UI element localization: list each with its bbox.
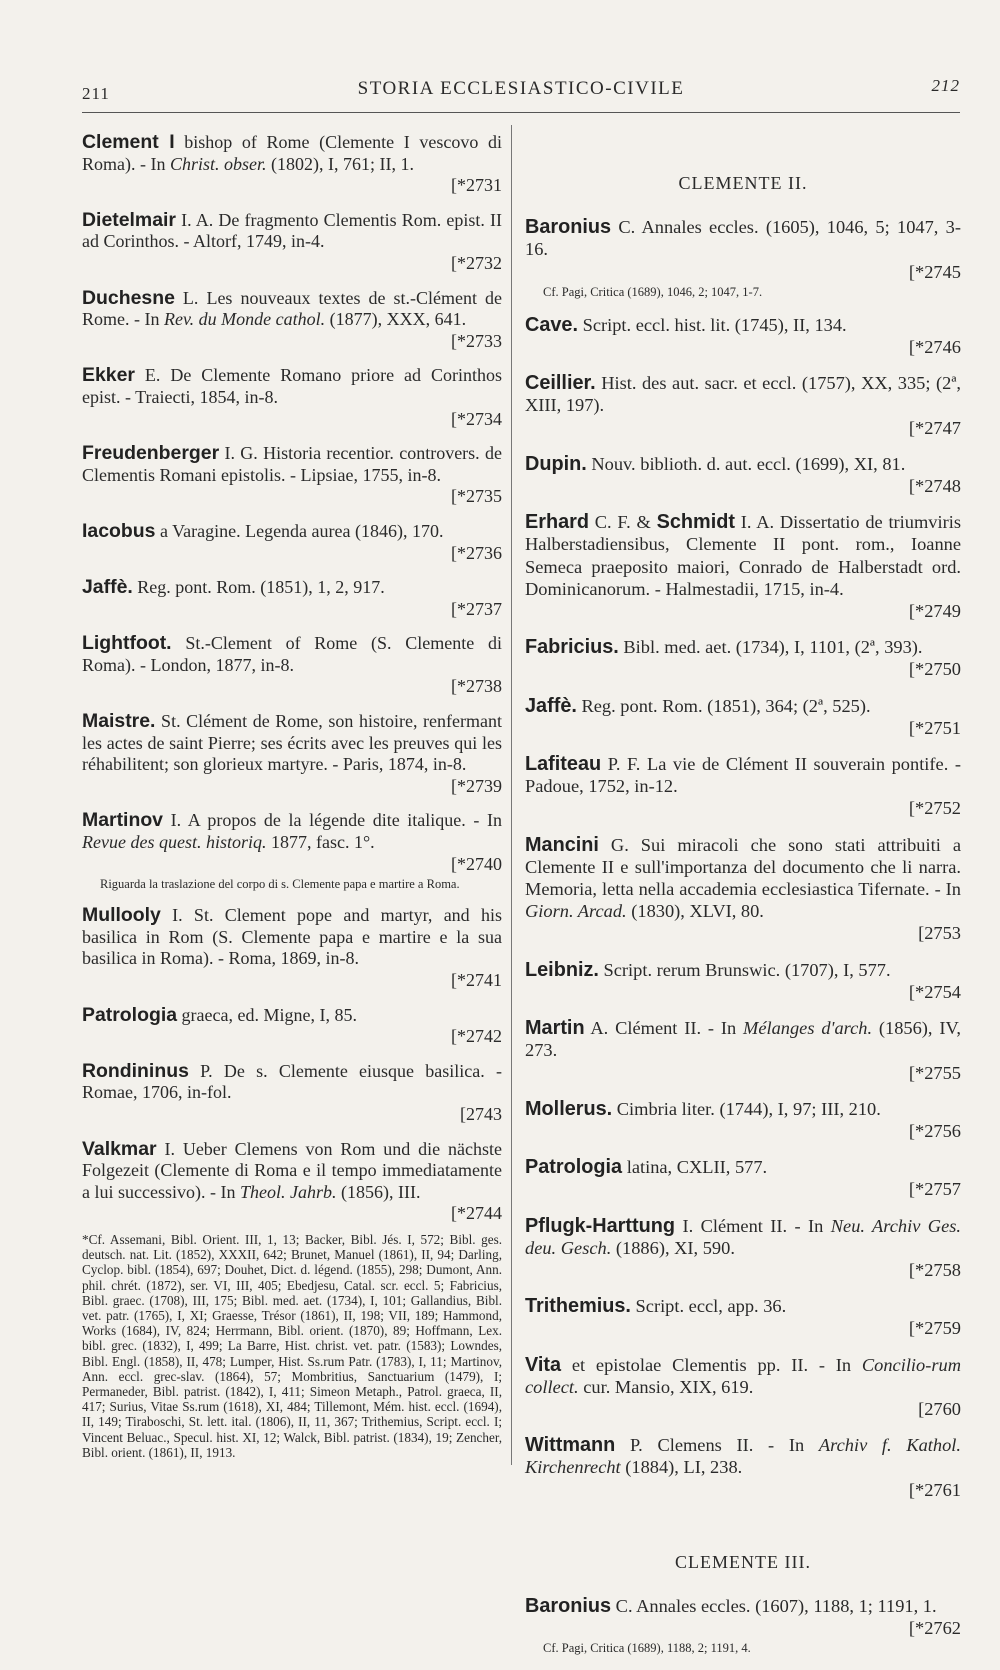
entry-number: [*2732 <box>451 252 502 273</box>
entry-text: I. G. Historia recentior. controvers. de Clementis Romani epistolis. - Lipsiae, 1755, in-8. <box>82 443 502 485</box>
entry-text: et epistolae Clementis pp. II. - In <box>561 1354 862 1375</box>
bibliography-entry <box>525 959 961 1003</box>
author-name: Lafiteau <box>525 753 602 776</box>
entry-text: (1886), XI, 590. <box>611 1237 735 1258</box>
entry-text: a Varagine. Legenda aurea (1846), 170. <box>155 520 444 541</box>
entry-text: (1830), XLVI, 80. <box>626 901 764 922</box>
author-name: Lightfoot. <box>82 632 172 655</box>
entry-text: I. Ueber Clemens von Rom und die nächste Folgezeit (Clemente di Roma e il tempo immediatamente a lui successivo). - In <box>82 1138 502 1202</box>
entry-number: [*2742 <box>451 1026 502 1047</box>
publication-title: Giorn. Arcad. <box>525 901 627 922</box>
author-name: Fabricius. <box>525 636 619 659</box>
entry-text: E. De Clemente Romano priore ad Corinthos epist. - Traiecti, 1854, in-8. <box>82 365 502 407</box>
bibliography-entry <box>525 1215 961 1282</box>
entry-number: [*2744 <box>451 1203 502 1224</box>
entry-note: Cf. Pagi, Critica (1689), 1188, 2; 1191, 4. <box>543 1641 751 1656</box>
bibliography-entry <box>82 905 502 991</box>
entry-text: (1802), I, 761; II, 1. <box>266 153 414 174</box>
entry-text: Cimbria liter. (1744), I, 97; III, 210. <box>612 1098 881 1119</box>
entry-number: [*2756 <box>908 1120 961 1141</box>
author-name: Ekker <box>82 364 135 387</box>
author-name: Martinov <box>82 809 163 832</box>
entry-number: [*2750 <box>908 659 961 680</box>
entry-text: I. Clément II. - In <box>675 1215 831 1236</box>
bibliography-entry <box>82 210 502 275</box>
entry-text: Script. eccl, app. 36. <box>630 1296 787 1317</box>
publication-title: Christ. obser. <box>169 153 267 174</box>
publication-title: Concilio-rum collect. <box>525 1354 961 1397</box>
entry-text: I. A. Dissertatio de triumviris Halberstadiensibus, Clemente II pont. rom., Ioanne Semeca praeposito maiori, Conrado de Halberstadt ord. Dominicanorum. - Halmestadii, 1715, in-4. <box>525 512 961 599</box>
entry-number: [*2739 <box>451 775 502 796</box>
bibliography-entry <box>525 1354 961 1421</box>
entry-text: (1877), XXX, 641. <box>325 309 467 330</box>
entry-text: bishop of Rome (Clemente I vescovo di Roma). - In <box>82 132 502 174</box>
entry-text: Bibl. med. aet. (1734), I, 1101, (2ª, 393). <box>618 637 923 658</box>
author-name: Vita <box>525 1353 562 1376</box>
bibliography-entry <box>525 511 961 622</box>
entry-text: C. F. & <box>589 512 657 533</box>
column-divider <box>511 125 512 1465</box>
entry-text: P. F. La vie de Clément II souverain pontife. - Padoue, 1752, in-12. <box>525 754 961 797</box>
bibliography-entry <box>525 1434 961 1501</box>
author-name: Trithemius. <box>525 1295 631 1318</box>
entry-text: Reg. pont. Rom. (1851), 364; (2ª, 525). <box>576 695 871 716</box>
author-name: Schmidt <box>656 511 735 534</box>
running-title: STORIA ECCLESIASTICO-CIVILE <box>357 78 685 99</box>
entry-number: [*2736 <box>451 542 502 563</box>
entry-number: [*2738 <box>451 676 502 697</box>
entry-number: [*2733 <box>451 330 502 351</box>
bibliography-entry <box>525 1295 961 1339</box>
entry-number: [2743 <box>460 1103 502 1124</box>
entry-number: [*2752 <box>908 798 961 819</box>
bibliography-entry <box>525 753 961 820</box>
entry-text: Script. rerum Brunswic. (1707), I, 577. <box>598 959 891 980</box>
section-title-clemente-iii: CLEMENTE III. <box>675 1551 811 1572</box>
entry-number: [*2748 <box>908 476 961 497</box>
entry-number: [*2761 <box>908 1479 961 1500</box>
bibliography-entry <box>525 453 961 497</box>
bibliography-entry <box>525 216 961 300</box>
left-column <box>82 132 502 1460</box>
author-name: Leibniz. <box>525 958 599 981</box>
publication-title: Neu. Archiv Ges. deu. Gesch. <box>525 1215 961 1258</box>
entry-number: [*2751 <box>908 717 961 738</box>
bibliography-entry <box>525 695 961 739</box>
entry-text: (1856), IV, 273. <box>525 1018 961 1061</box>
author-name: Freudenberger <box>82 442 220 465</box>
bibliography-entry <box>82 711 502 797</box>
entry-text: 1877, fasc. 1°. <box>266 832 375 853</box>
bibliography-entry <box>82 1061 502 1126</box>
author-name: Iacobus <box>82 519 156 542</box>
publication-title: Archiv f. Kathol. Kirchenrecht <box>525 1435 961 1478</box>
entry-text: G. Sui miracoli che sono stati attribuiti a Clemente II e sull'importanza del documento che li narra. Memoria, letta nella accademia ecclesiastica Tifernate. - In <box>525 834 961 900</box>
author-name: Dupin. <box>525 452 587 475</box>
author-name: Wittmann <box>525 1434 616 1457</box>
entry-number: [*2747 <box>908 417 961 438</box>
bibliography-entry <box>525 1098 961 1142</box>
bibliography-entry <box>82 633 502 698</box>
entry-text: Reg. pont. Rom. (1851), 1, 2, 917. <box>132 577 385 598</box>
entry-note: Riguarda la traslazione del corpo di s. Clemente papa e martire a Roma. <box>100 877 460 892</box>
bibliography-entry <box>525 1017 961 1084</box>
section-title-clemente-ii: CLEMENTE II. <box>678 173 808 193</box>
author-name: Mullooly <box>82 904 161 927</box>
author-name: Clement I <box>82 131 175 153</box>
author-name: Cave. <box>525 313 578 336</box>
bibliography-entry <box>82 1139 502 1225</box>
bibliography-entry <box>525 636 961 680</box>
entry-text: (1884), LI, 238. <box>620 1457 743 1478</box>
entry-text: L. Les nouveaux textes de st.-Clément de Rome. - In <box>82 287 502 330</box>
entry-number: [*2757 <box>908 1179 961 1200</box>
bibliography-entry <box>525 1595 961 1656</box>
entry-number: [*2754 <box>908 981 961 1002</box>
entry-text: latina, CXLII, 577. <box>622 1157 768 1178</box>
entry-number: [2760 <box>918 1398 961 1419</box>
entry-text: I. A. De fragmento Clementis Rom. epist. II ad Corinthos. - Altorf, 1749, in-4. <box>82 209 502 252</box>
entry-number: [*2749 <box>908 601 961 622</box>
entry-number: [*2731 <box>451 175 502 196</box>
author-name: Mancini <box>525 833 599 856</box>
right-column <box>525 132 961 1670</box>
bibliography-entry <box>525 372 961 439</box>
entry-text: Hist. des aut. sacr. et eccl. (1757), XX, 335; (2ª, XIII, 197). <box>525 373 961 416</box>
bibliography-entry <box>82 1005 502 1048</box>
publication-title: Mélanges d'arch. <box>743 1018 873 1039</box>
author-name: Rondininus <box>82 1059 189 1082</box>
page-header <box>82 72 960 113</box>
entry-number: [*2758 <box>908 1259 961 1280</box>
author-name: Jaffè. <box>525 694 577 717</box>
author-name: Ceillier. <box>525 372 596 395</box>
entry-number: [*2746 <box>908 337 961 358</box>
entry-number: [*2759 <box>908 1318 961 1339</box>
entry-text: (1856), III. <box>336 1181 421 1202</box>
entry-number: [*2740 <box>451 853 502 874</box>
entry-text: St. Clément de Rome, son histoire, renfermant les actes de saint Pierre; ses écrits avec les preuves qui les réhabilitent; son glorieux martyre. - Paris, 1874, in-8. <box>82 711 502 775</box>
author-name: Maistre. <box>82 710 156 733</box>
author-name: Mollerus. <box>525 1097 613 1120</box>
entry-text: P. Clemens II. - In <box>615 1435 819 1456</box>
author-name: Baronius <box>525 216 612 239</box>
bibliography-entry <box>525 314 961 358</box>
entry-number: [*2755 <box>908 1062 961 1083</box>
entry-note: Cf. Pagi, Critica (1689), 1046, 2; 1047, 1-7. <box>543 284 763 299</box>
author-name: Erhard <box>525 511 590 534</box>
page-number-right: 212 <box>931 76 960 95</box>
author-name: Martin <box>525 1017 585 1040</box>
entry-text: C. Annales eccles. (1605), 1046, 5; 1047, 3-16. <box>525 217 961 260</box>
entry-text: I. A propos de la légende dite italique. - In <box>163 810 502 831</box>
publication-title: Theol. Jahrb. <box>239 1181 337 1202</box>
bibliography-entry <box>82 365 502 430</box>
entry-number: [*2735 <box>451 486 502 507</box>
entry-text: A. Clément II. - In <box>584 1018 743 1039</box>
author-name: Patrologia <box>82 1003 178 1026</box>
bibliography-entry <box>82 521 502 564</box>
entry-number: [*2741 <box>451 970 502 990</box>
bibliography-entry <box>82 577 502 620</box>
page-number-left: 211 <box>82 84 110 103</box>
author-name: Duchesne <box>82 286 175 309</box>
entry-text: Nouv. biblioth. d. aut. eccl. (1699), XI, 81. <box>586 453 906 474</box>
reference-notes: *Cf. Assemani, Bibl. Orient. III, 1, 13; Backer, Bibl. Jés. I, 572; Bibl. ges. deutsch. nat. Lit. (1852), XXXII, 642; Brunet, Manuel (1861), II, 94; Darling, Cyclop. bibl. (1854), 697; Douhet, Dict. d. légend. (1855), 298; Dumont, Ann. phil. chrét. (1872), ser. VI, III, 405; Ebedjesu, Catal. scr. eccl. 5; Fabricius, Bibl. graec. (1708), III, 175; Bibl. med. aet. (1734), I, 101; Gallandius, Bibl. vet. patr. (1765), I, XI; Graesse, Trésor (1861), II, 198; VII, 189; Hammond, Works (1684), IV, 824; Herrmann, Bibl. orient. (1870), 89; Hoffmann, Lex. bibl. grec. (1832), I, 499; La Barre, Hist. christ. vet. patr. (1583); Lowndes, Bibl. Engl. (1858), II, 478; Lumper, Hist. Ss.rum Patr. (1783), I, 11; Martinov, Ann. eccl. grec-slav. (1864), 57; Mombritius, Sanctuarium (1479), I; Permaneder, Bibl. patrist. (1842), I, 411; Simeon Metaph., Patrol. graeca, II, 417; Surius, Vitae Ss.rum (1618), XI, 484; Tillemont, Mém. hist. eccl. (1694), II, 149; Tiraboschi, St. lett. ital. (1806), II, 11, 367; Trithemius, Script. eccl. I; Vincent Beluac., Specul. hist. XI, 12; Walck, Bibl. patrist. (1834), 19; Zencher, Bibl. orient. (1861), II, 1913. <box>82 1231 502 1460</box>
entry-text: graeca, ed. Migne, I, 85. <box>177 1004 357 1025</box>
entry-text: P. De s. Clemente eiusque basilica. - Romae, 1706, in-fol. <box>82 1060 502 1103</box>
bibliography-entry <box>82 288 502 353</box>
author-name: Patrologia <box>525 1156 623 1179</box>
bibliography-entry <box>82 132 502 197</box>
entry-text: cur. Mansio, XIX, 619. <box>578 1376 754 1397</box>
entry-number: [*2734 <box>451 408 502 429</box>
entry-number: [*2737 <box>451 598 502 619</box>
entry-number: [*2762 <box>908 1618 961 1639</box>
publication-title: Rev. du Monde cathol. <box>163 309 326 330</box>
bibliography-entry <box>82 443 502 508</box>
author-name: Valkmar <box>82 1137 157 1160</box>
bibliography-entry <box>82 810 502 892</box>
author-name: Baronius <box>525 1594 612 1617</box>
entry-number: [2753 <box>918 923 961 944</box>
bibliography-entry <box>525 834 961 945</box>
entry-text: Script. eccl. hist. lit. (1745), II, 134. <box>578 314 847 335</box>
entry-number: [*2745 <box>908 261 961 282</box>
author-name: Jaffè. <box>82 576 133 599</box>
entry-text: St.-Clement of Rome (S. Clemente di Roma). - London, 1877, in-8. <box>82 633 502 675</box>
author-name: Dietelmair <box>82 208 176 231</box>
publication-title: Revue des quest. historiq. <box>82 832 267 853</box>
entry-text: C. Annales eccles. (1607), 1188, 1; 1191, 1. <box>611 1595 937 1616</box>
bibliography-entry <box>525 1156 961 1200</box>
entry-text: I. St. Clement pope and martyr, and his basilica in Rom (S. Clemente papa e martire e la sua basilica in Roma). - Roma, 1869, in-8. <box>82 905 502 969</box>
author-name: Pflugk-Harttung <box>525 1214 676 1237</box>
